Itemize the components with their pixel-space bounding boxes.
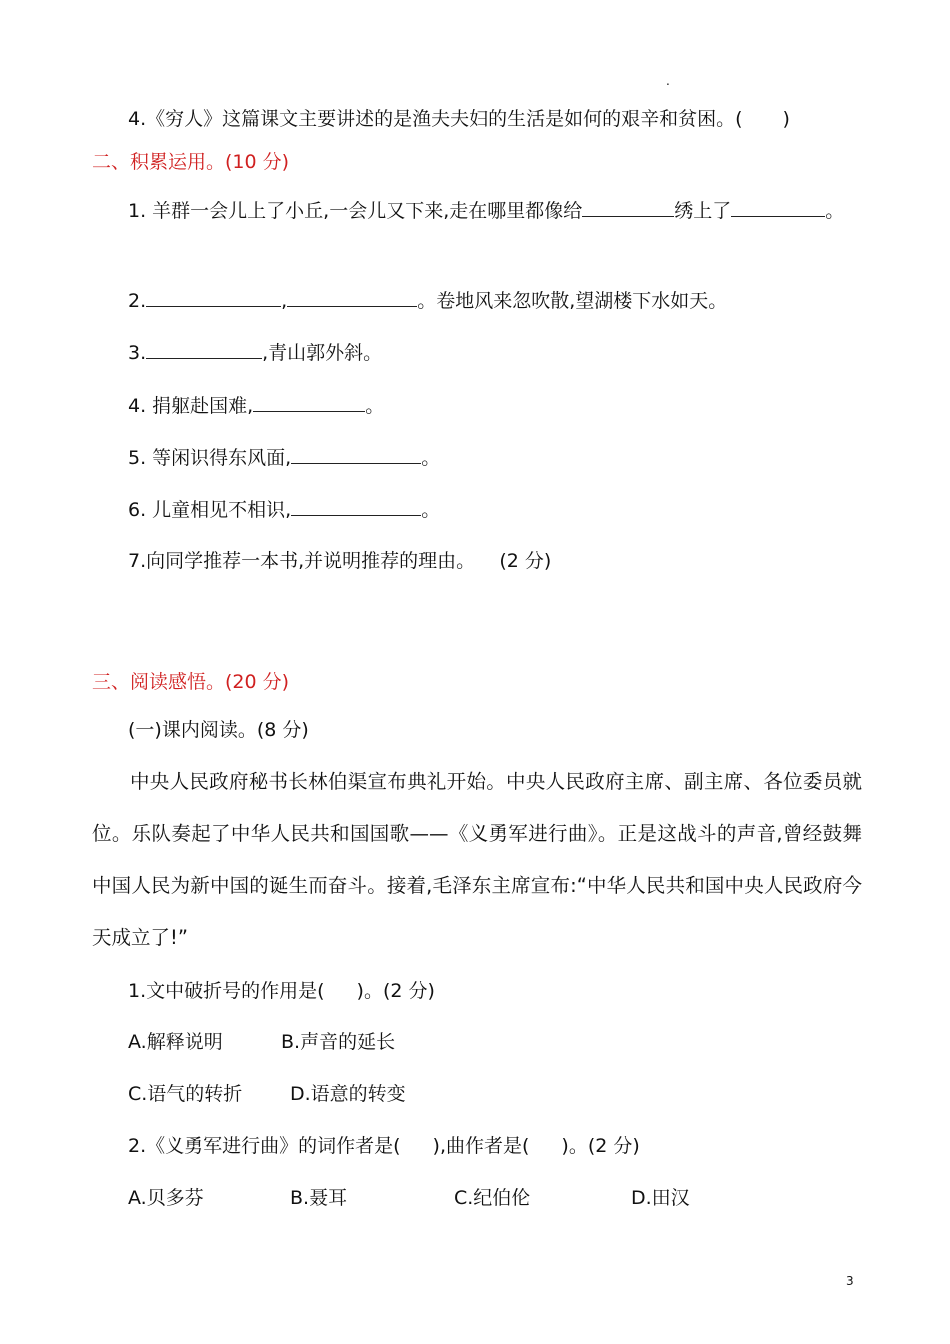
option-d[interactable]: D.田汉: [631, 1187, 690, 1209]
option-c[interactable]: C.纪伯伦: [454, 1187, 531, 1209]
option-a[interactable]: A.贝多芬: [128, 1187, 204, 1209]
reading-question-2-mid: ),曲作者是(: [432, 1135, 530, 1157]
fill-question-4-end: 。: [365, 395, 385, 417]
answer-blank[interactable]: [253, 393, 365, 412]
header-dot: .: [666, 74, 670, 88]
fill-question-1-text-b: 绣上了: [674, 200, 732, 222]
answer-blank[interactable]: [146, 340, 262, 359]
option-b[interactable]: B.声音的延长: [281, 1031, 396, 1053]
reading-question-1-stem: 1.文中破折号的作用是(: [128, 980, 325, 1002]
fill-question-4-text: 4. 捐躯赴国难,: [128, 395, 254, 417]
answer-blank[interactable]: [582, 198, 674, 217]
fill-question-2-num: 2.: [128, 290, 147, 312]
option-a[interactable]: A.解释说明: [128, 1031, 223, 1053]
reading-question-2-options: [128, 1186, 690, 1210]
reading-passage: 中央人民政府秘书长林伯渠宣布典礼开始。中央人民政府主席、副主席、各位委员就位。乐队奏起了中华人民共和国国歌——《义勇军进行曲》。正是这战斗的声音,曾经鼓舞中国人民为新中国的诞生而奋斗。接着,毛泽东主席宣布:“中华人民共和国中央人民政府今天成立了!”: [92, 770, 862, 949]
answer-blank[interactable]: [146, 288, 281, 307]
section-heading-3: 三、阅读感悟。(20 分): [92, 671, 290, 693]
judge-question-4: [128, 107, 790, 131]
reading-question-1-options-row-2: [128, 1082, 406, 1106]
judge-question-4-text: 4.《穷人》这篇课文主要讲述的是渔夫夫妇的生活是如何的艰辛和贫困。(: [128, 108, 743, 130]
fill-question-6-end: 。: [421, 499, 441, 521]
fill-question-5: [128, 445, 440, 470]
reading-question-2-stem: 2.《义勇军进行曲》的词作者是(: [128, 1135, 401, 1157]
fill-question-4: [128, 393, 384, 418]
answer-blank[interactable]: [291, 497, 421, 516]
option-b[interactable]: B.聂耳: [290, 1187, 348, 1209]
reading-question-1-options-row-1: [128, 1030, 395, 1054]
fill-question-2-end: 。卷地风来忽吹散,望湖楼下水如天。: [417, 290, 728, 312]
reading-question-1-stem-end: )。(2 分): [356, 980, 435, 1002]
fill-question-7: [128, 549, 551, 573]
fill-question-5-text: 5. 等闲识得东风面,: [128, 447, 292, 469]
page-number: 3: [846, 1274, 854, 1288]
fill-question-3-num: 3.: [128, 342, 147, 364]
fill-question-1: [128, 198, 844, 223]
reading-question-1: [128, 979, 435, 1003]
answer-blank[interactable]: [287, 288, 417, 307]
fill-question-1-text-a: 1. 羊群一会儿上了小丘,一会儿又下来,走在哪里都像给: [128, 200, 583, 222]
fill-question-3-end: ,青山郭外斜。: [262, 342, 383, 364]
fill-question-7-score: (2 分): [499, 550, 552, 572]
judge-question-4-close: ): [782, 108, 790, 130]
section-heading-2: 二、积累运用。(10 分): [92, 151, 290, 173]
fill-question-6: [128, 497, 440, 522]
fill-question-1-text-c: 。: [825, 200, 845, 222]
fill-question-7-text: 7.向同学推荐一本书,并说明推荐的理由。: [128, 550, 476, 572]
reading-question-2-stem-end: )。(2 分): [561, 1135, 640, 1157]
fill-question-5-end: 。: [421, 447, 441, 469]
answer-blank[interactable]: [731, 198, 825, 217]
option-c[interactable]: C.语气的转折: [128, 1083, 243, 1105]
fill-question-2: [128, 288, 727, 313]
reading-question-2: [128, 1134, 640, 1158]
fill-question-3: [128, 340, 382, 365]
fill-question-6-text: 6. 儿童相见不相识,: [128, 499, 292, 521]
fill-question-2-mid: ,: [281, 290, 288, 312]
option-d[interactable]: D.语意的转变: [290, 1083, 406, 1105]
answer-blank[interactable]: [291, 445, 421, 464]
subsection-heading: (一)课内阅读。(8 分): [128, 719, 309, 741]
